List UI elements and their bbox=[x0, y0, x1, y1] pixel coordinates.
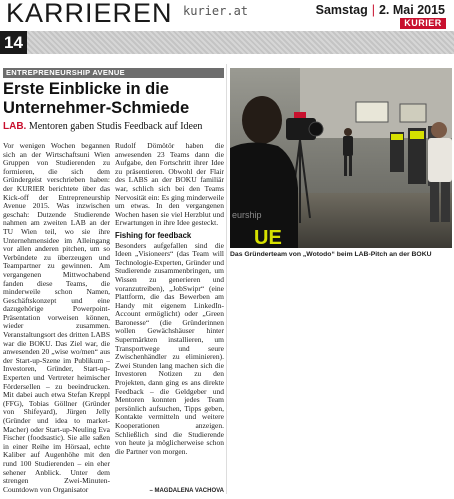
article-subhead bbox=[3, 121, 224, 132]
column-divider bbox=[226, 64, 227, 494]
brand-logo: KURIER bbox=[400, 18, 446, 29]
article-column-2 bbox=[115, 142, 224, 486]
article-kicker: ENTREPRENEURSHIP AVENUE bbox=[3, 68, 224, 78]
date-separator: | bbox=[371, 3, 375, 17]
column-2-body: Besonders aufgefallen sind die Ideen „Visioneers“ (das Team will Technologie-Experten, Gründer und Studierende zusammenbringen, um Wissen zu generieren und voranzutreiben), „JobSwipr“ (eine Plattform, die das Bewerben am Handy mit eigenem LinkedIn-Account ermöglicht) oder „Green Baronesse“ (die Gründerinnen wollen Gewächshäuser hinter Supermärkten installieren, um Transportwege und seure Zwischenhändler zu eliminieren). Zwei Stunden lang machen sich die Investoren Notizen zu den Projekten, dann ging es ans direkte Feedback – die Geldgeber und Mentoren konnten jedes Team persönlich aufsuchen, Tipps geben, Kontakte vermitteln und weitere Kooperationen anzeigen. Schließlich sind die Studierende von heute ja möglicherweise schon die Partner von morgen. bbox=[115, 240, 224, 456]
subhead-tag: LAB. bbox=[3, 121, 27, 132]
publication-date bbox=[316, 3, 445, 17]
photo-illustration bbox=[230, 68, 452, 248]
column-2-subtitle: Fishing for feedback bbox=[115, 230, 192, 240]
section-title: KARRIEREN bbox=[6, 0, 173, 28]
weekday: Samstag bbox=[315, 3, 368, 17]
page-number: 14 bbox=[0, 31, 27, 54]
photo-caption: Das Gründerteam von „Wotodo“ beim LAB-Pitch an der BOKU bbox=[230, 251, 432, 258]
page-bar bbox=[0, 31, 454, 54]
projection-screen bbox=[356, 102, 388, 122]
site-url[interactable]: kurier.at bbox=[183, 4, 249, 18]
shirt-text: eurship bbox=[232, 210, 262, 220]
article-column-1 bbox=[3, 142, 110, 494]
article-author: – MAGDALENA VACHOVA bbox=[149, 488, 224, 494]
date: 2. Mai 2015 bbox=[378, 3, 445, 17]
tee-text: UE bbox=[254, 227, 282, 248]
article-photo bbox=[230, 68, 452, 248]
column-2-intro: Rudolf Dömötör haben die anwesenden 23 Teams dann die Aufgabe, den Fortschritt ihrer Idee zu präsentieren. Obwohl der Flair des LABS an der BOKU familiär war, schlich sich bei den Teams Nervosität ein: Es ging minderweile um etwas. In den vergangenen Wochen hasen sie viel Herzblut und Erwartungen in ihre Idee gesteckt. bbox=[115, 142, 224, 228]
masthead bbox=[0, 0, 454, 30]
column-1-text: Vor wenigen Wochen begannen sich an der Wirtschaftsuni Wien Gruppen von Studierenden zu formieren, die sich dem Gründergeist verschrieben haben: der KURIER berichtete über das Kick-off der Entrepreneurship Avenue 2015. Was inzwischen geschah: Dutzende Studierende nahmen am zweiten LAB an der TU Wien teil, wo sie ihre Unternehmensidee im Alleingang vor allen anderen pitchen, um so Verbündete zu überzeugen und Teampartner zu gewinnen. Am vergangenen Mittwochabend fanden diese Teams, die minderweile schon Namen, Geschäftskonzept und eine dazugehörige Powerpoint-Präsentation vorweisen können, wieder zusammen. Veranstaltungsort des dritten LABS war die BOKU. Das Ziel war, die anwesenden 20 „wise wo/men“ aus der Start-up-Szene im Publikum – Investoren, Gründer, Start-up-Experten und Vertreter heimischer Fördersellen – zu beeindrucken. Mit dabei auch etwa Stefan Kreppl (FFG), Tobias Göllner (Gründer von Shifeyard), Jürgen Jelly (Gründer und idea to market-Macher) oder Start-up-Neuling Eva Fischer (foodsastic). Sie alle saßen in einer Reihe im Hörsaal, echte Kaliber auf Augenhöhe mit den rund 100 Studierenden – ein eher sehener Anblick. Unter dem strengen Zwei-Minuten-Countdown von Organisator bbox=[3, 142, 110, 494]
subhead-text: Mentoren gaben Studis Feedback auf Ideen bbox=[28, 121, 203, 132]
article-headline: Erste Einblicke in die Unternehmer-Schmiede bbox=[3, 80, 190, 117]
